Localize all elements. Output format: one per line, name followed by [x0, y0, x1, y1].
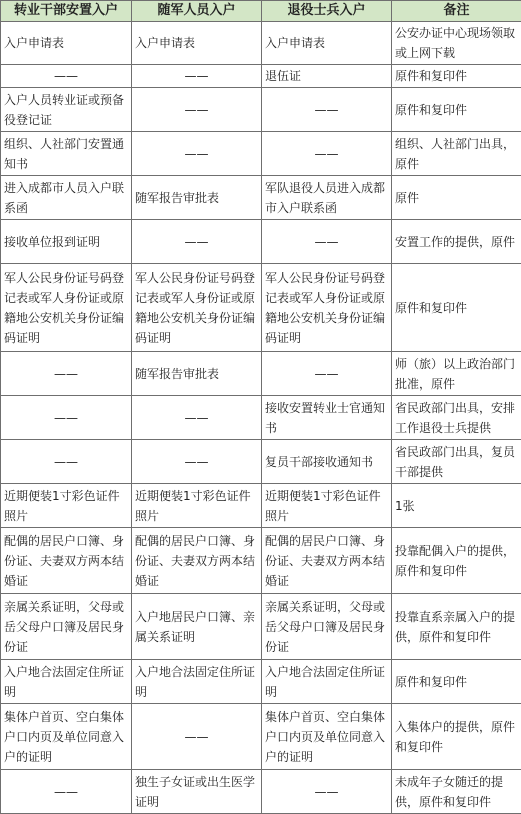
table-row [1, 264, 521, 352]
table-cell: 独生子女证或出生医学证明 [132, 770, 262, 814]
table-cell: 安置工作的提供，原件 [392, 220, 521, 264]
table-cell: 组织、人社部门安置通知书 [1, 132, 132, 176]
table-row [1, 770, 521, 814]
table-cell: 未成年子女随迁的提供，原件和复印件 [392, 770, 521, 814]
table-cell: 入户地居民户口簿、亲属关系证明 [132, 594, 262, 660]
table-cell: 原件和复印件 [392, 88, 521, 132]
table-cell: —— [1, 396, 132, 440]
table-cell: 组织、人社部门出具，原件 [392, 132, 521, 176]
table-cell: 公安办证中心现场领取或上网下载 [392, 22, 521, 65]
table-cell: 集体户首页、空白集体户口内页及单位同意入户的证明 [262, 704, 392, 770]
table-cell: 省民政部门出具，复员干部提供 [392, 440, 521, 484]
table-cell: 原件和复印件 [392, 65, 521, 88]
table-row [1, 704, 521, 770]
table-cell: 配偶的居民户口簿、身份证、夫妻双方两本结婚证 [262, 528, 392, 594]
header-remarks: 备注 [392, 1, 521, 22]
table-cell: 进入成都市人员入户联系函 [1, 176, 132, 220]
table-cell: —— [1, 65, 132, 88]
table-cell: 军人公民身份证号码登记表或军人身份证或原籍地公安机关身份证编码证明 [1, 264, 132, 352]
table-cell: 省民政部门出具，安排工作退役士兵提供 [392, 396, 521, 440]
table-cell: —— [1, 770, 132, 814]
table-cell: 军人公民身份证号码登记表或军人身份证或原籍地公安机关身份证编码证明 [262, 264, 392, 352]
table-cell: —— [262, 770, 392, 814]
table-cell: —— [132, 132, 262, 176]
table-row [1, 22, 521, 65]
table-cell: 1张 [392, 484, 521, 528]
table-cell: 随军报告审批表 [132, 176, 262, 220]
table-cell: —— [132, 440, 262, 484]
table-row [1, 220, 521, 264]
table-cell: —— [132, 65, 262, 88]
table-row [1, 352, 521, 396]
table-row [1, 65, 521, 88]
table-cell: —— [262, 220, 392, 264]
table-cell: 入户申请表 [1, 22, 132, 65]
table-cell: 近期便装1寸彩色证件照片 [1, 484, 132, 528]
table-cell: 军队退役人员进入成都市入户联系函 [262, 176, 392, 220]
table-cell: 入户申请表 [262, 22, 392, 65]
table-cell: 配偶的居民户口簿、身份证、夫妻双方两本结婚证 [132, 528, 262, 594]
table-cell: 配偶的居民户口簿、身份证、夫妻双方两本结婚证 [1, 528, 132, 594]
table-header-row [1, 1, 521, 22]
table-cell: 随军报告审批表 [132, 352, 262, 396]
table-row [1, 484, 521, 528]
table-cell: 近期便装1寸彩色证件照片 [132, 484, 262, 528]
table-cell: 原件和复印件 [392, 660, 521, 704]
table-cell: 入户地合法固定住所证明 [262, 660, 392, 704]
table-cell: 入户地合法固定住所证明 [1, 660, 132, 704]
table-row [1, 176, 521, 220]
table-row [1, 528, 521, 594]
table-cell: 集体户首页、空白集体户口内页及单位同意入户的证明 [1, 704, 132, 770]
table-row [1, 594, 521, 660]
table-cell: —— [132, 88, 262, 132]
table-cell: 原件和复印件 [392, 264, 521, 352]
table-cell: 入户地合法固定住所证明 [132, 660, 262, 704]
table-row [1, 132, 521, 176]
table-cell: 入户申请表 [132, 22, 262, 65]
table-row [1, 396, 521, 440]
table-cell: —— [262, 88, 392, 132]
table-cell: 亲属关系证明，父母或岳父母户口簿及居民身份证 [262, 594, 392, 660]
table-cell: 师（旅）以上政治部门批准，原件 [392, 352, 521, 396]
table-cell: —— [132, 220, 262, 264]
header-military-family: 随军人员入户 [132, 1, 262, 22]
table-cell: —— [262, 352, 392, 396]
table-cell: 入户人员转业证或预备役登记证 [1, 88, 132, 132]
table-cell: —— [262, 132, 392, 176]
table-cell: 退伍证 [262, 65, 392, 88]
header-cadre: 转业干部安置入户 [1, 1, 132, 22]
table-cell: —— [132, 396, 262, 440]
table-cell: 入集体户的提供，原件和复印件 [392, 704, 521, 770]
table-cell: —— [1, 352, 132, 396]
table-cell: 原件 [392, 176, 521, 220]
table-cell: 军人公民身份证号码登记表或军人身份证或原籍地公安机关身份证编码证明 [132, 264, 262, 352]
table-cell: 投靠配偶入户的提供，原件和复印件 [392, 528, 521, 594]
table-row [1, 660, 521, 704]
table-cell: 亲属关系证明，父母或岳父母户口簿及居民身份证 [1, 594, 132, 660]
table-row [1, 88, 521, 132]
header-veteran: 退役士兵入户 [262, 1, 392, 22]
table-cell: 投靠直系亲属入户的提供，原件和复印件 [392, 594, 521, 660]
table-cell: 接收安置转业士官通知书 [262, 396, 392, 440]
table-cell: 复员干部接收通知书 [262, 440, 392, 484]
table-cell: —— [132, 704, 262, 770]
table-cell: —— [1, 440, 132, 484]
table-row [1, 440, 521, 484]
table-cell: 接收单位报到证明 [1, 220, 132, 264]
table-cell: 近期便装1寸彩色证件照片 [262, 484, 392, 528]
